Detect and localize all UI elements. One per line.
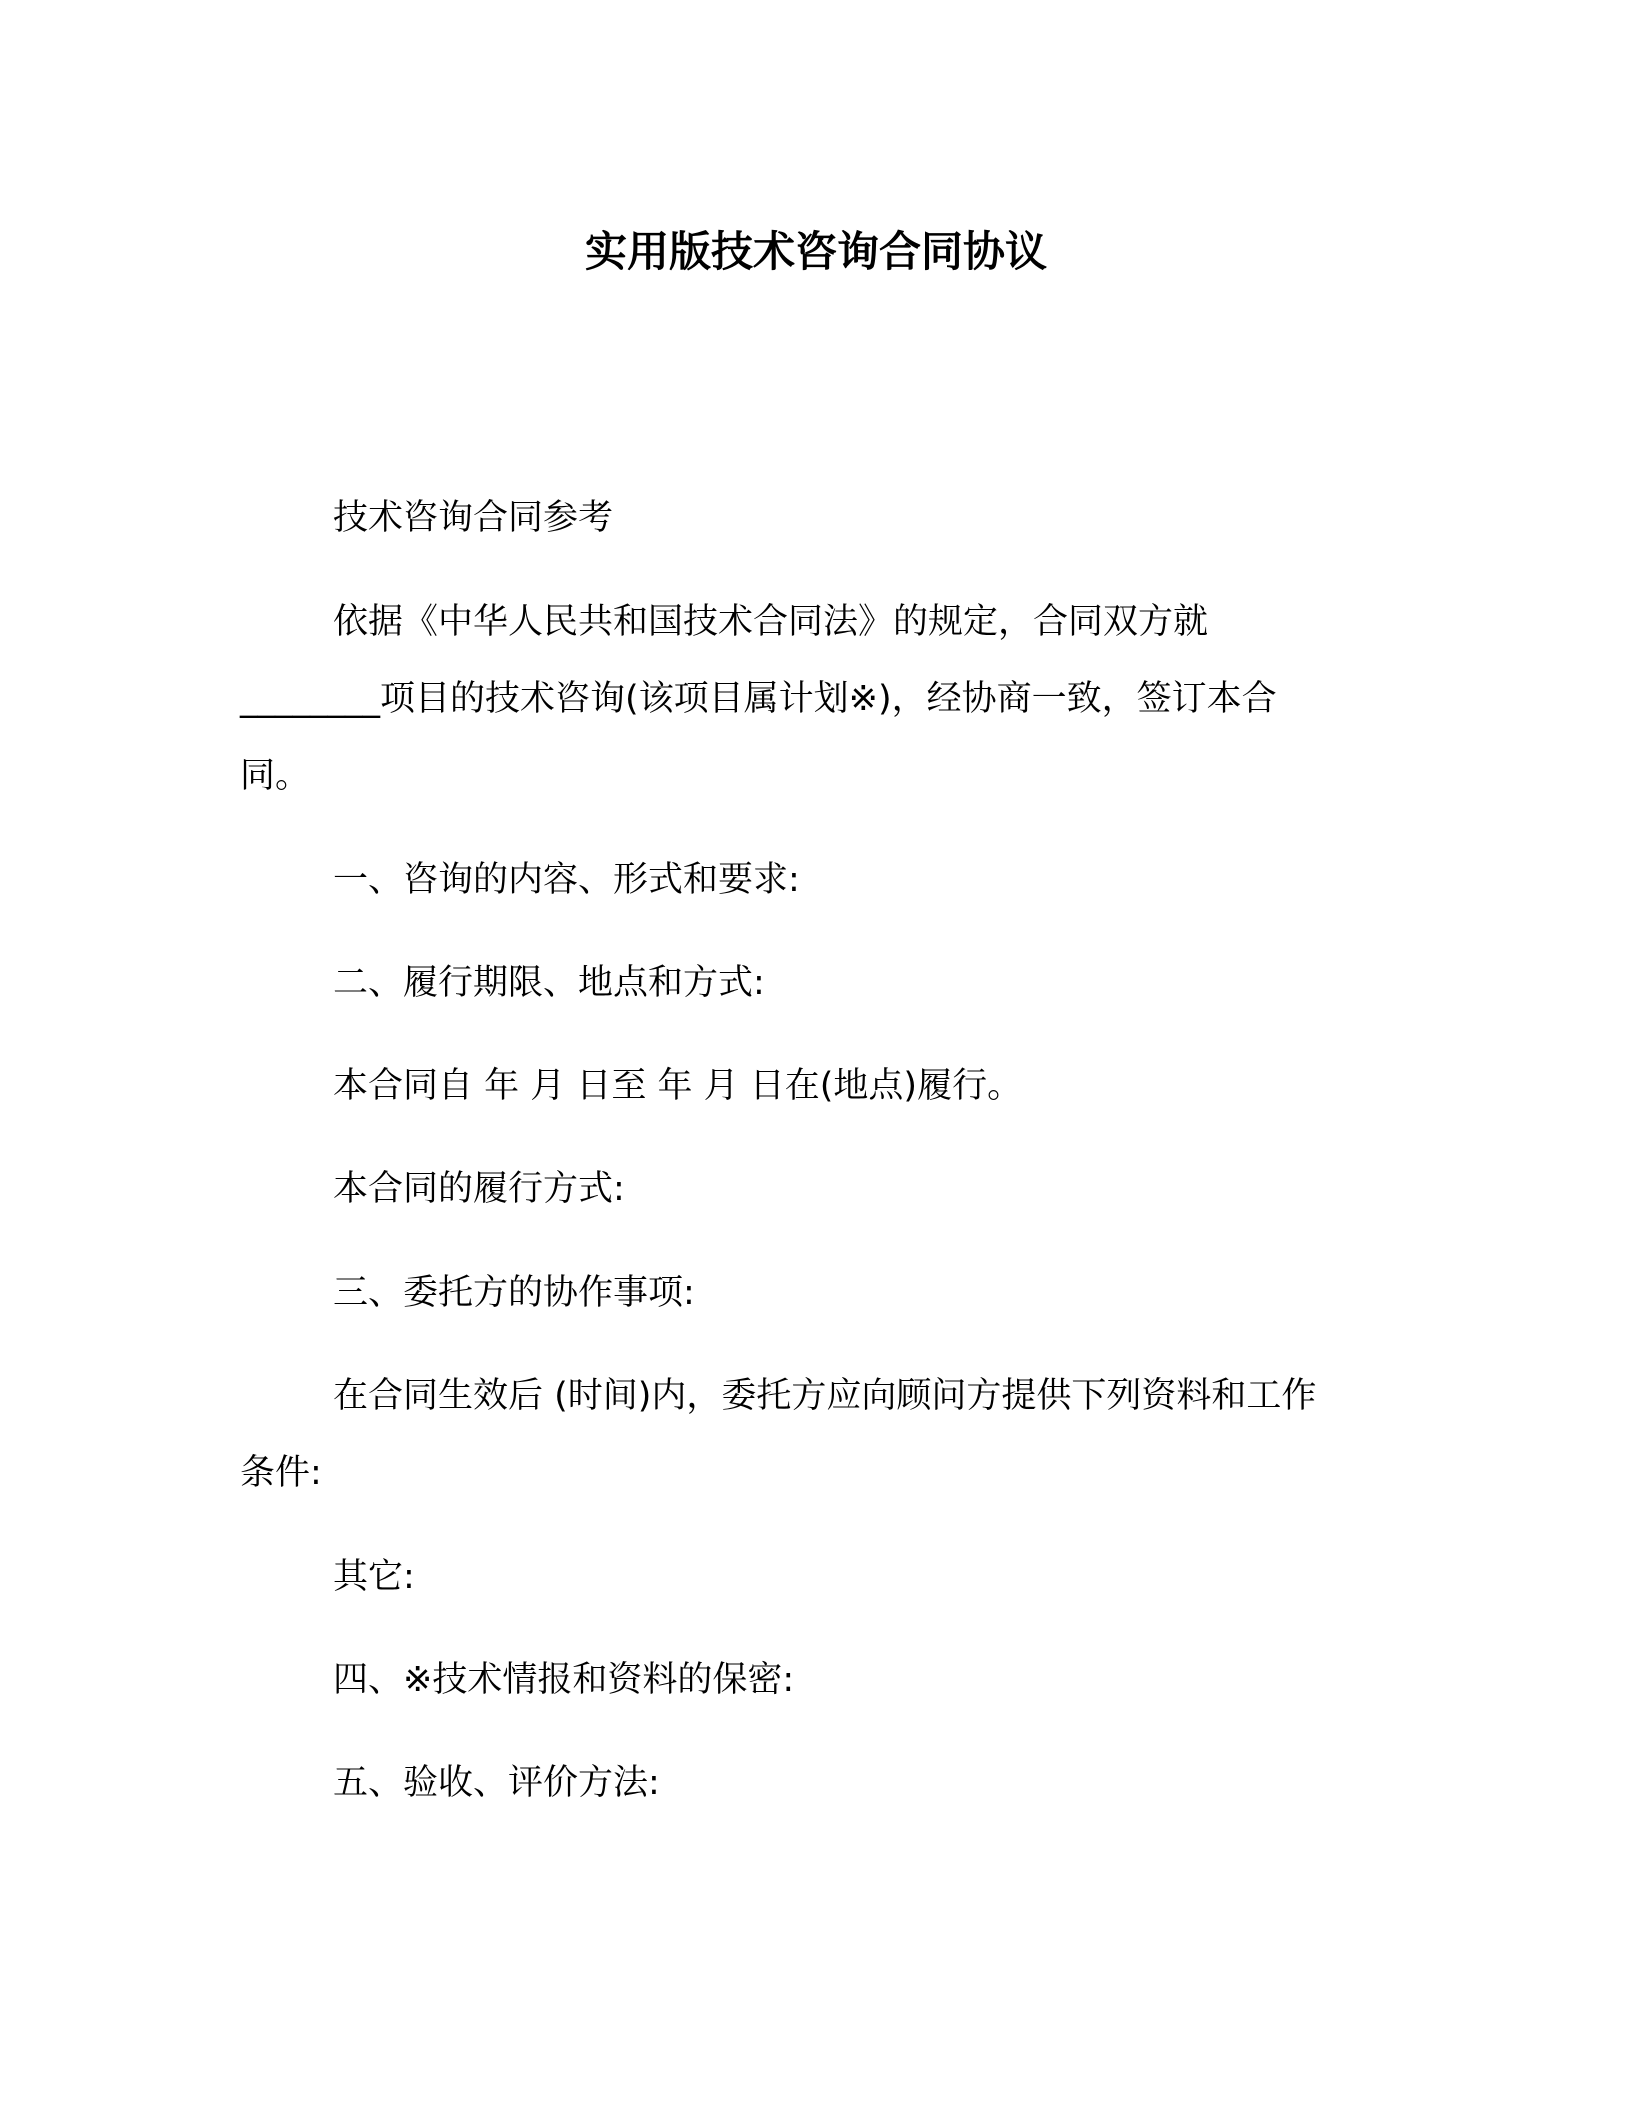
section-heading-1: 一、咨询的内容、形式和要求: — [333, 860, 800, 900]
other-line: 其它: — [333, 1557, 415, 1597]
performance-method-line: 本合同的履行方式: — [333, 1169, 625, 1209]
cooperation-paragraph-line-2: 条件: — [240, 1453, 322, 1493]
section-heading-4: 四、※技术情报和资料的保密: — [333, 1660, 795, 1700]
intro-paragraph-line-1: 依据《中华人民共和国技术合同法》的规定，合同双方就 — [333, 602, 1209, 642]
section-heading-2: 二、履行期限、地点和方式: — [333, 963, 765, 1003]
cooperation-paragraph-line-1: 在合同生效后 (时间)内，委托方应向顾问方提供下列资料和工作 — [333, 1376, 1317, 1416]
performance-term-line: 本合同自 年 月 日至 年 月 日在(地点)履行。 — [333, 1066, 1023, 1106]
intro-paragraph-line-2: ________项目的技术咨询(该项目属计划※)，经协商一致，签订本合 — [240, 679, 1277, 719]
document-subtitle: 技术咨询合同参考 — [333, 498, 614, 538]
section-heading-5: 五、验收、评价方法: — [333, 1763, 660, 1803]
document-title: 实用版技术咨询合同协议 — [584, 227, 1047, 276]
intro-paragraph-line-3: 同。 — [240, 756, 311, 796]
section-heading-3: 三、委托方的协作事项: — [333, 1273, 695, 1313]
